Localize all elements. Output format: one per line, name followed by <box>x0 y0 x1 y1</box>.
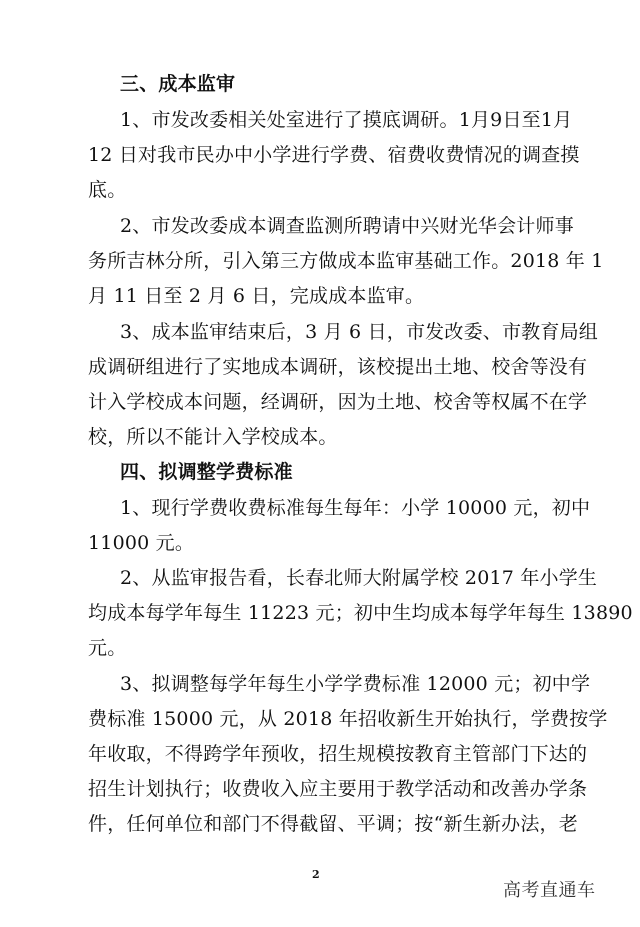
paragraph-line: 12 日对我市民办中小学进行学费、宿费收费情况的调查摸 <box>88 144 580 166</box>
section-heading-cost-audit: 三、成本监审 <box>120 73 236 95</box>
paragraph-line: 月 11 日至 2 月 6 日，完成成本监审。 <box>88 285 425 307</box>
paragraph-line: 成调研组进行了实地成本调研，该校提出土地、校舍等没有 <box>88 356 588 378</box>
paragraph-line: 招生计划执行；收费收入应主要用于教学活动和改善办学条 <box>88 778 588 800</box>
section-heading-tuition-adjustment: 四、拟调整学费标准 <box>120 461 293 483</box>
paragraph-line: 3、成本监审结束后，3 月 6 日，市发改委、市教育局组 <box>120 321 598 343</box>
paragraph-line: 底。 <box>88 179 127 201</box>
paragraph-line: 年收取，不得跨学年预收，招生规模按教育主管部门下达的 <box>88 743 588 765</box>
paragraph-line: 费标准 15000 元，从 2018 年招收新生开始执行，学费按学 <box>88 708 608 730</box>
paragraph-line: 1、现行学费收费标准每生每年：小学 10000 元，初中 <box>120 497 591 519</box>
paragraph-line: 校，所以不能计入学校成本。 <box>88 426 338 448</box>
paragraph-line: 务所吉林分所，引入第三方做成本监审基础工作。2018 年 1 <box>88 250 604 272</box>
paragraph-line: 均成本每学年每生 11223 元；初中生均成本每学年每生 13890 <box>88 602 633 624</box>
paragraph-line: 2、从监审报告看，长春北师大附属学校 2017 年小学生 <box>120 567 598 589</box>
paragraph-line: 11000 元。 <box>88 532 195 554</box>
watermark-text: 高考直通车 <box>503 880 596 901</box>
page-number: 2 <box>312 868 320 881</box>
paragraph-line: 3、拟调整每学年每生小学学费标准 12000 元；初中学 <box>120 673 591 695</box>
paragraph-line: 2、市发改委成本调查监测所聘请中兴财光华会计师事 <box>120 215 574 237</box>
paragraph-line: 1、市发改委相关处室进行了摸底调研。1月9日至1月 <box>120 109 573 131</box>
paragraph-line: 计入学校成本问题，经调研，因为土地、校舍等权属不在学 <box>88 391 588 413</box>
paragraph-line: 件，任何单位和部门不得截留、平调；按“新生新办法，老 <box>88 813 578 835</box>
paragraph-line: 元。 <box>88 637 127 659</box>
